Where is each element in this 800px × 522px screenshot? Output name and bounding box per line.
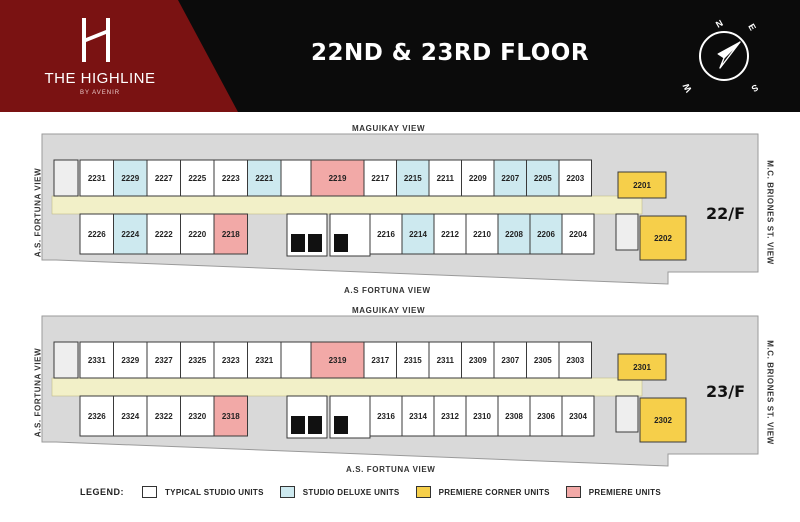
floor22-unit-label-2224: 2224: [121, 230, 140, 239]
legend-label-deluxe: STUDIO DELUXE UNITS: [302, 487, 400, 497]
floor23-unit-label-2329: 2329: [121, 356, 140, 365]
floor22-left-view-label: A.S. FORTUNA VIEW: [33, 167, 43, 258]
floor22-bottom-view-label: A.S FORTUNA VIEW: [344, 286, 431, 295]
floor23-unit-label-2302: 2302: [654, 416, 672, 425]
floor23-unit-label-2312: 2312: [441, 412, 459, 421]
floor23-service-room: [281, 342, 311, 378]
floor22-unit-label-2216: 2216: [377, 230, 395, 239]
floor22-unit-label-2205: 2205: [533, 174, 552, 183]
highline-logo-icon: [76, 16, 116, 64]
legend-swatch-typical: [142, 486, 157, 498]
floor23-unit-label-2306: 2306: [537, 412, 555, 421]
floor23-unit-label-2301: 2301: [633, 363, 651, 372]
floor23-unit-label-2304: 2304: [569, 412, 587, 421]
floor23-corridor: [52, 378, 642, 396]
floor22-unit-label-2204: 2204: [569, 230, 587, 239]
floor-plan-drawing: [0, 112, 800, 522]
legend-item-typical: [142, 486, 264, 498]
legend-label-typical: TYPICAL STUDIO UNITS: [165, 487, 264, 497]
page-title: 22ND & 23RD FLOOR: [310, 40, 590, 66]
floor22-unit-label-2215: 2215: [403, 174, 422, 183]
header-banner: [0, 0, 800, 112]
floor22-stair-east: [616, 214, 638, 250]
floor22-unit-label-2229: 2229: [121, 174, 140, 183]
floor23-lift-1: [291, 416, 305, 434]
floor-plan-area: [0, 112, 800, 522]
floor23-unit-label-2320: 2320: [188, 412, 207, 421]
floor22-unit-label-2221: 2221: [255, 174, 274, 183]
floor23-unit-label-2307: 2307: [501, 356, 520, 365]
floor22-unit-label-2214: 2214: [409, 230, 427, 239]
floor22-top-view-label: MAGUIKAY VIEW: [352, 124, 426, 133]
compass-w: W: [680, 81, 694, 94]
legend-label-premiere: PREMIERE UNITS: [588, 487, 661, 497]
floor23-unit-label-2324: 2324: [121, 412, 140, 421]
floor22-unit-label-2223: 2223: [221, 174, 240, 183]
floor23-unit-label-2317: 2317: [371, 356, 390, 365]
compass-s: S: [749, 82, 760, 94]
floor22-label: 22/F: [706, 204, 746, 223]
floor23-unit-label-2308: 2308: [505, 412, 523, 421]
floor22-unit-label-2226: 2226: [87, 230, 106, 239]
floor23-unit-label-2314: 2314: [409, 412, 427, 421]
floor23-unit-label-2331: 2331: [87, 356, 106, 365]
floor23-unit-label-2319: 2319: [328, 356, 347, 365]
floor23-unit-label-2316: 2316: [377, 412, 395, 421]
floor22-stair-west: [54, 160, 78, 196]
floor23-unit-label-2325: 2325: [188, 356, 207, 365]
floor23-bottom-view-label: A.S. FORTUNA VIEW: [346, 465, 436, 474]
floor22-right-view-label: M.C. BRIONES ST. VIEW: [765, 160, 775, 265]
floor23-top-view-label: MAGUIKAY VIEW: [352, 306, 426, 315]
floor22-unit-label-2217: 2217: [371, 174, 390, 183]
legend-swatch-deluxe: [280, 486, 295, 498]
floor22-unit-label-2209: 2209: [468, 174, 487, 183]
floor23-unit-label-2321: 2321: [255, 356, 274, 365]
floor23-label: 23/F: [706, 382, 746, 401]
floor23-unit-label-2322: 2322: [154, 412, 173, 421]
floor22-lift-1: [291, 234, 305, 252]
floor23-lift-2: [308, 416, 322, 434]
floor22-unit-label-2208: 2208: [505, 230, 523, 239]
legend-item-deluxe: [280, 486, 400, 498]
legend: [80, 484, 677, 500]
brand-tagline: BY AVENIR: [79, 90, 121, 96]
floor22-unit-label-2231: 2231: [87, 174, 106, 183]
floor22-unit-label-2227: 2227: [154, 174, 173, 183]
floor23-unit-label-2323: 2323: [221, 356, 240, 365]
floor23-unit-label-2305: 2305: [533, 356, 552, 365]
floor23-unit-label-2311: 2311: [436, 356, 454, 365]
floor22-unit-label-2220: 2220: [188, 230, 207, 239]
floor22-unit-label-2211: 2211: [436, 174, 454, 183]
legend-swatch-corner: [416, 486, 431, 498]
floor23-unit-label-2326: 2326: [87, 412, 106, 421]
floor22-unit-label-2212: 2212: [441, 230, 459, 239]
floor22-unit-label-2201: 2201: [633, 181, 651, 190]
floor22-unit-label-2222: 2222: [154, 230, 173, 239]
legend-label-corner: PREMIERE CORNER UNITS: [438, 487, 550, 497]
legend-title: LEGEND:: [80, 487, 124, 497]
floor23-unit-label-2310: 2310: [473, 412, 491, 421]
legend-item-premiere: [566, 486, 661, 498]
compass-n: N: [714, 17, 725, 30]
floor23-unit-label-2318: 2318: [221, 412, 240, 421]
legend-swatch-premiere: [566, 486, 581, 498]
floor23-unit-label-2309: 2309: [468, 356, 487, 365]
floor23-stair-east: [616, 396, 638, 432]
floor22-service-room: [281, 160, 311, 196]
floor22-unit-label-2219: 2219: [328, 174, 347, 183]
compass-e: E: [746, 22, 758, 33]
floor22-lift-3: [334, 234, 348, 252]
floor22-unit-label-2206: 2206: [537, 230, 555, 239]
floor23-stair-west: [54, 342, 78, 378]
floor23-right-view-label: M.C. BRIONES ST. VIEW: [765, 340, 775, 445]
floor23-unit-label-2315: 2315: [403, 356, 422, 365]
floor23-unit-label-2303: 2303: [566, 356, 585, 365]
floor23-lift-3: [334, 416, 348, 434]
floor22-unit-label-2202: 2202: [654, 234, 672, 243]
floor22-corridor: [52, 196, 642, 214]
floor22-unit-label-2225: 2225: [188, 174, 207, 183]
legend-item-corner: [416, 486, 550, 498]
brand-name: THE HIGHLINE: [44, 70, 156, 87]
floor22-unit-label-2207: 2207: [501, 174, 520, 183]
floor23-left-view-label: A.S. FORTUNA VIEW: [33, 347, 43, 438]
floor22-unit-label-2203: 2203: [566, 174, 585, 183]
floor22-unit-label-2218: 2218: [221, 230, 240, 239]
floor22-unit-label-2210: 2210: [473, 230, 491, 239]
floor22-lift-2: [308, 234, 322, 252]
compass-icon: [676, 6, 776, 106]
floor23-unit-label-2327: 2327: [154, 356, 173, 365]
